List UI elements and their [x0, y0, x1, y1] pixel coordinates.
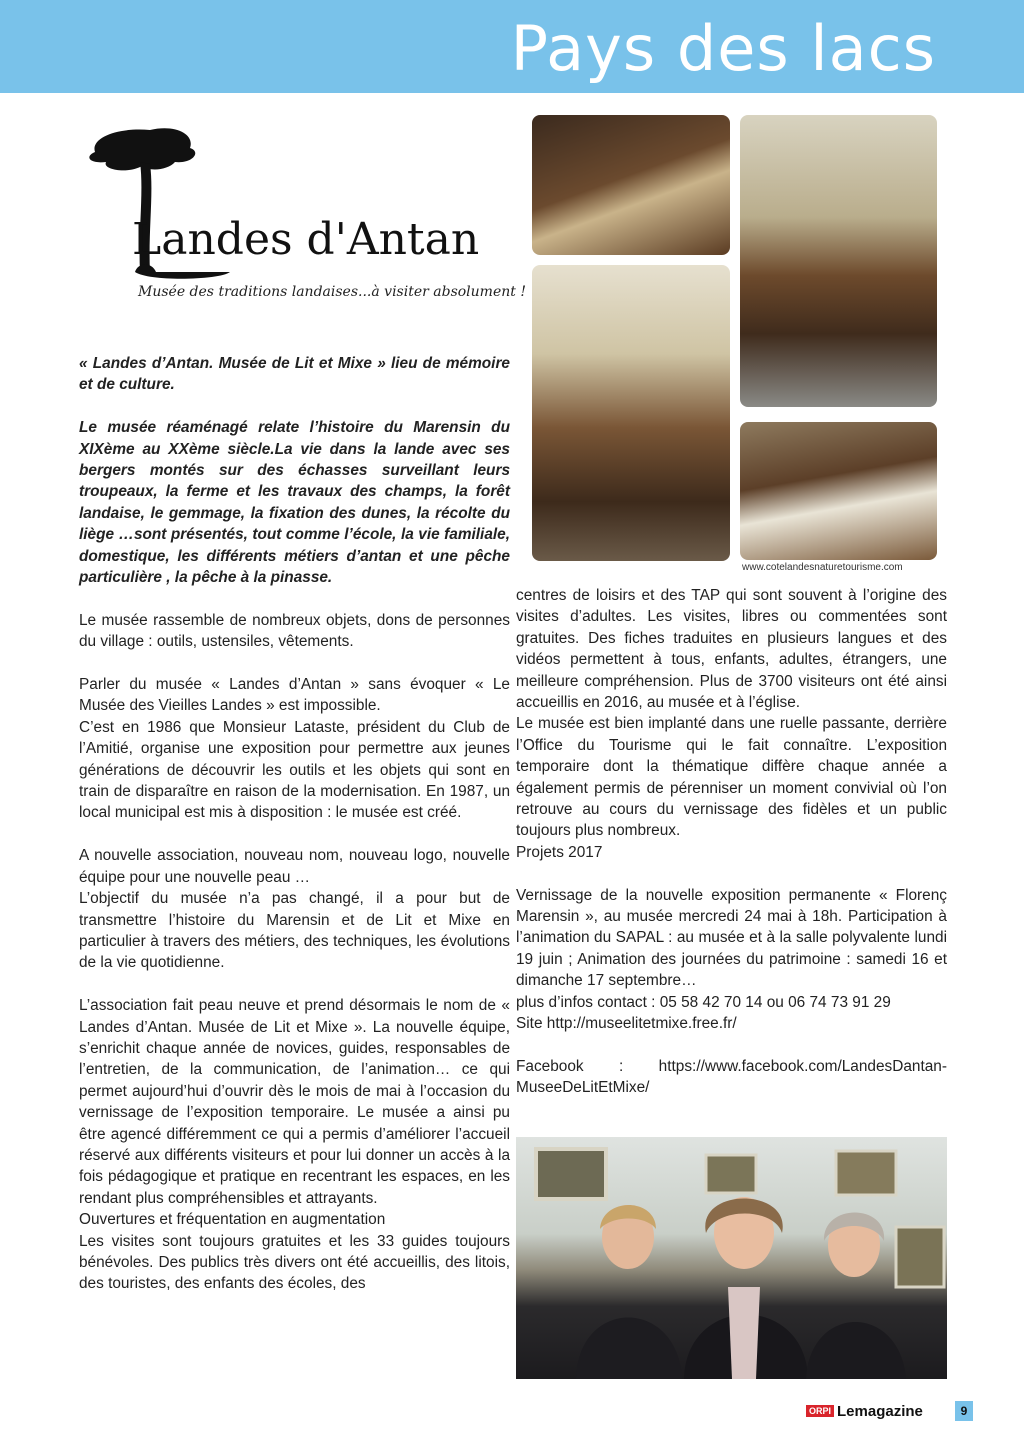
subheading: Ouvertures et fréquentation en augmentation [79, 1211, 386, 1229]
paragraph: A nouvelle association, nouveau nom, nouveau logo, nouvelle équipe pour une nouvelle peau … [79, 847, 510, 886]
photo-credit: www.cotelandesnaturetourisme.com [742, 562, 903, 573]
paragraph: C’est en 1986 que Monsieur Lataste, président du Club de l’Amitié, organise une exposition pour permettre aux jeunes générations de découvrir les outils et les objets qui sont en train de disparaître en raison de la modernisation. En 1987, un local municipal est mis à disposition : le musée est créé. [79, 718, 510, 822]
paragraph: Les visites sont toujours gratuites et les 33 guides toujours bénévoles. Des publics très divers ont été accueillis, des litois, des touristes, des enfants des écoles, des [79, 1232, 510, 1293]
paragraph: Le musée rassemble de nombreux objets, dons de personnes du village : outils, ustensiles, vêtements. [79, 611, 510, 651]
paragraph: Le musée est bien implanté dans une ruelle passante, derrière l’Office du Tourisme qui le fait connaître. L’exposition temporaire dont la thématique diffère chaque année a également permis de pérenniser un moment convivial où l’on retrouve au cours du vernissage des fidèles et un public toujours plus nombreux. [516, 715, 947, 840]
magazine-name: Lemagazine [837, 1403, 923, 1420]
facebook-line: Facebook : https://www.facebook.com/LandesDantan-MuseeDeLitEtMixe/ [516, 1057, 947, 1097]
right-column [516, 585, 947, 1099]
paragraph: Parler du musée « Landes d’Antan » sans évoquer « Le Musée des Vieilles Landes » est impossible. [79, 676, 510, 715]
section-title: Pays des lacs [510, 12, 936, 85]
paragraph: centres de loisirs et des TAP qui sont souvent à l’origine des visites d’adultes. Les visites, libres ou commentées sont gratuites. Des fiches traduites en plusieurs langues et des vidéos permettent à tous, enfants, adultes, étrangers, une meilleure compréhension. Plus de 3700 visiteurs ont été ainsi accueillis en 2016, au musée et à l’église. [516, 587, 947, 712]
left-column [79, 353, 510, 1295]
team-photo [516, 1137, 947, 1379]
website-line: Site http://museelitetmixe.free.fr/ [516, 1015, 737, 1033]
paragraph: L’association fait peau neuve et prend désormais le nom de « Landes d’Antan. Musée de Lit et Mixe ». La nouvelle équipe, s’enrichit chaque année de novices, guides, responsables de l’entretien, de la communication, de l’animation… ce qui permet aujourd’hui d’ouvrir dès le mois de mai à l’occasion du vernissage de l’exposition temporaire. Le musée a ainsi pu être agencé différemment ce qui a permis d’améliorer l’accueil réservé aux différents visiteurs et pour lui donner un accès à la fois pédagogique et pratique en recentrant les espaces, en les rendant plus compréhensibles et attrayants. [79, 997, 510, 1207]
logo-name: Landes d'Antan [132, 214, 480, 265]
photo-notebook [740, 422, 937, 560]
subheading: Projets 2017 [516, 843, 603, 861]
photo-school-desks [532, 265, 730, 561]
orpi-badge: ORPI [806, 1405, 834, 1417]
photo-classroom [740, 115, 937, 407]
page-number: 9 [955, 1401, 973, 1421]
paragraph: Vernissage de la nouvelle exposition permanente « Florenç Marensin », au musée mercredi 24 mai à 18h. Participation à l’animation du SAPAL : au musée et à la salle polyvalente lundi 19 juin ; Animation des journées du patrimoine : samedi 16 et dimanche 17 septembre… [516, 886, 947, 990]
photo-desk-book [532, 115, 730, 255]
lead-paragraph-2: Le musée réaménagé relate l’histoire du Marensin du XIXème au XXème siècle.La vie dans la lande avec ses bergers montés sur des échasses surveillant leurs troupeaux, la ferme et les travaux des champs, la forêt landaise, le gemmage, la fixation des dunes, la récolte du liège …sont présentés, tout comme l’école, la vie familiale, domestique, les différents métiers d’antan et une pêche particulière , la pêche à la pinasse. [79, 419, 510, 587]
lead-paragraph-1: « Landes d’Antan. Musée de Lit et Mixe » lieu de mémoire et de culture. [79, 355, 510, 394]
contact-line: plus d’infos contact : 05 58 42 70 14 ou 06 74 73 91 29 [516, 993, 891, 1011]
logo-tagline: Musée des traditions landaises...à visiter absolument ! [138, 284, 526, 300]
paragraph: L’objectif du musée n’a pas changé, il a pour but de transmettre l’histoire du Marensin et de Lit et Mixe en particulier à travers des métiers, des techniques, les évolutions de la vie quotidienne. [79, 890, 510, 972]
magazine-logo [806, 1403, 923, 1420]
